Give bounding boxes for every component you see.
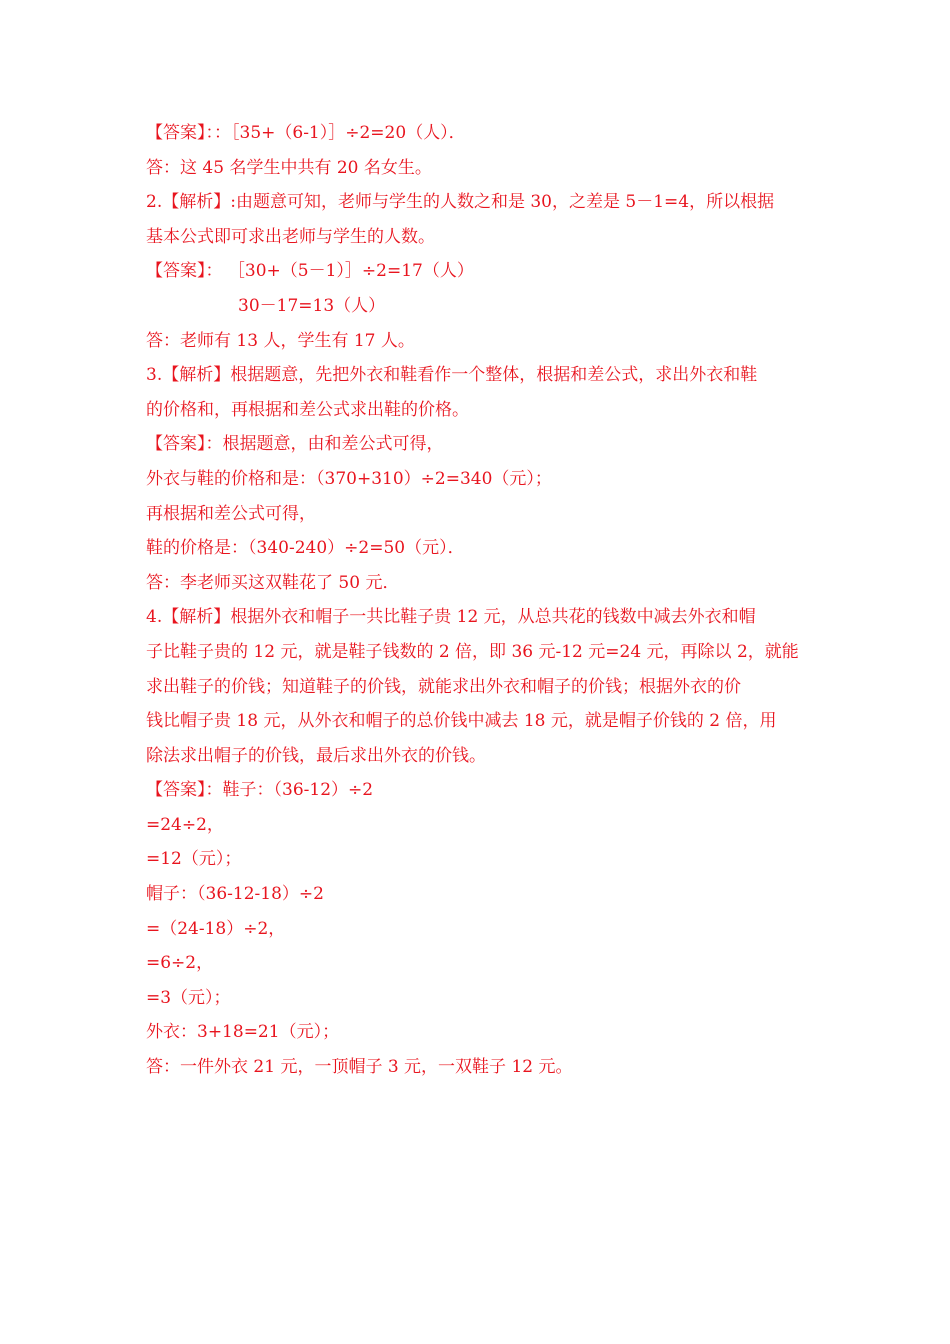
analysis-4-line-5: 除法求出帽子的价钱，最后求出外衣的价钱。 [146, 745, 486, 766]
reply-3: 答：李老师买这双鞋花了 50 元． [146, 572, 400, 593]
answer-3-line-4: 鞋的价格是：（340-240）÷2=50（元）． [146, 538, 465, 559]
analysis-4-line-3: 求出鞋子的价钱；知道鞋子的价钱，就能求出外衣和帽子的价钱；根据外衣的价 [146, 676, 741, 697]
analysis-4-line-4: 钱比帽子贵 18 元，从外衣和帽子的总价钱中减去 18 元，就是帽子价钱的 2 倍，用 [146, 711, 777, 732]
answer-4-line-8: 外衣：3+18=21（元）； [146, 1022, 340, 1043]
answer-4-line-2: =24÷2， [146, 814, 224, 835]
analysis-2-line-2: 基本公式即可求出老师与学生的人数。 [146, 226, 435, 247]
answer-3-line-2: 外衣与鞋的价格和是：（370+310）÷2=340（元）； [146, 468, 552, 489]
answer-4-line-6: =6÷2， [146, 953, 214, 974]
answer-2-line-2: 30－17=13（人） [238, 295, 386, 316]
answer-4-line-5: =（24-18）÷2， [146, 918, 286, 939]
analysis-4-line-1: 4.【解析】根据外衣和帽子一共比鞋子贵 12 元，从总共花的钱数中减去外衣和帽 [146, 607, 756, 628]
analysis-2-line-1: 2.【解析】:由题意可知，老师与学生的人数之和是 30，之差是 5－1=4，所以根据 [146, 192, 775, 213]
reply-2: 答：老师有 13 人，学生有 17 人。 [146, 330, 415, 351]
analysis-3-line-1: 3.【解析】根据题意，先把外衣和鞋看作一个整体，根据和差公式，求出外衣和鞋 [146, 365, 758, 386]
document-body [146, 116, 816, 1085]
reply-4: 答：一件外衣 21 元，一顶帽子 3 元，一双鞋子 12 元。 [146, 1057, 573, 1078]
answer-3-line-3: 再根据和差公式可得， [146, 503, 316, 524]
reply-line-1: 答：这 45 名学生中共有 20 名女生。 [146, 157, 432, 178]
answer-2-line-1: 【答案】： ［30+（5－1）］÷2=17（人） [146, 261, 474, 282]
answer-4-line-3: =12（元）； [146, 849, 242, 870]
answer-3-line-1: 【答案】：根据题意，由和差公式可得， [146, 434, 444, 455]
analysis-4-line-2: 子比鞋子贵的 12 元，就是鞋子钱数的 2 倍，即 36 元-12 元=24 元，再除以 2，就能 [146, 641, 799, 662]
analysis-3-line-2: 的价格和，再根据和差公式求出鞋的价格。 [146, 399, 469, 420]
answer-4-line-7: =3（元）； [146, 987, 231, 1008]
answer-4-line-4: 帽子：（36-12-18）÷2 [146, 884, 324, 905]
answer-4-line-1: 【答案】：鞋子：（36-12）÷2 [146, 780, 374, 801]
answer-line-1: 【答案】：：［35+（6-1）］÷2=20（人）． [146, 123, 466, 143]
